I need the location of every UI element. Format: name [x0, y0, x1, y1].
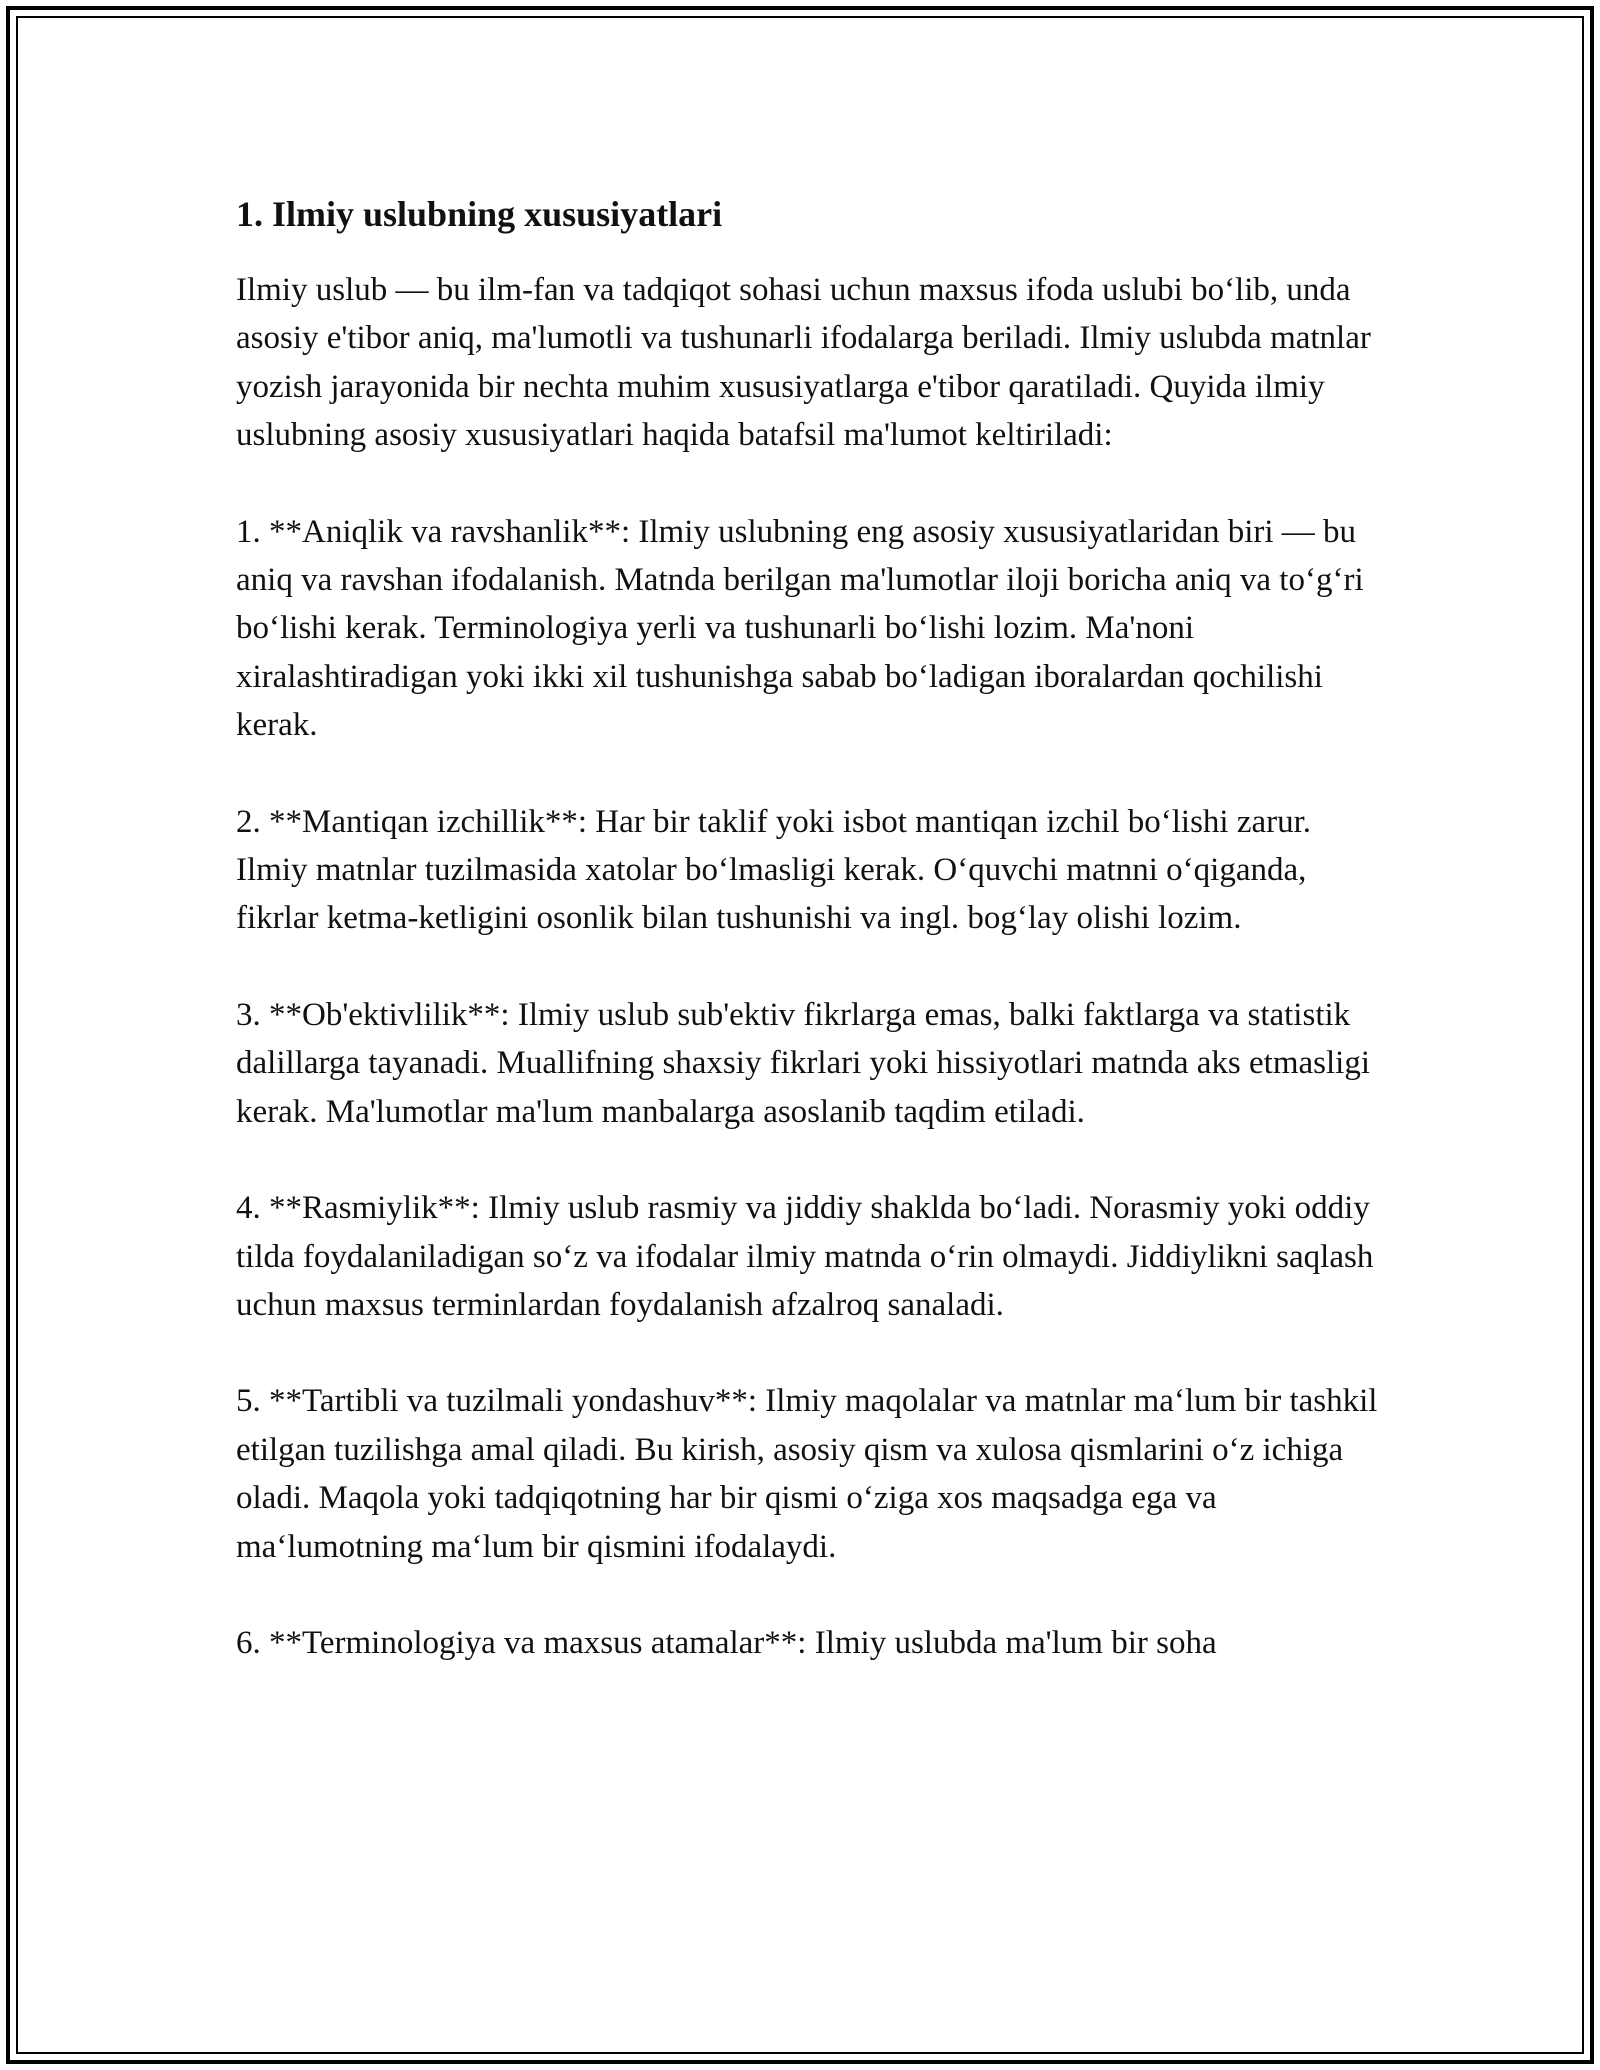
list-item-tartibli-yondashuv: 5. **Tartibli va tuzilmali yondashuv**: Ilmiy maqolalar va matnlar ma‘lum bir tashkil etilgan tuzilishga amal qiladi. Bu kirish, asosiy qism va xulosa qismlarini o‘z ichiga oladi. Maqola yoki tadqiqotning har bir qismi o‘ziga xos maqsadga ega va ma‘lumotning ma‘lum bir qismini ifodalaydi.: [236, 1383, 1378, 1565]
list-item-mantiqan-izchillik: 2. **Mantiqan izchillik**: Har bir taklif yoki isbot mantiqan izchil bo‘lishi zarur. Ilmiy matnlar tuzilmasida xatolar bo‘lmasligi kerak. O‘quvchi matnni o‘qiganda, fikrlar ketma-ketligini osonlik bilan tushunishi va ingl. bog‘lay olishi lozim.: [236, 803, 1312, 937]
document-body: [236, 184, 1386, 1715]
list-item-aniqlik: 1. **Aniqlik va ravshanlik**: Ilmiy uslubning eng asosiy xususiyatlaridan biri — bu aniq va ravshan ifodalanish. Matnda berilgan ma'lumotlar iloji boricha aniq va to‘g‘ri bo‘lishi kerak. Terminologiya yerli va tushunarli bo‘lishi lozim. Ma'noni xiralashtiradigan yoki ikki xil tushunishga sabab bo‘ladigan iboralardan qochilishi kerak.: [236, 513, 1364, 744]
intro-paragraph: Ilmiy uslub — bu ilm-fan va tadqiqot sohasi uchun maxsus ifoda uslubi bo‘lib, unda asosiy e'tibor aniq, ma'lumotli va tushunarli ifodalarga beriladi. Ilmiy uslubda matnlar yozish jarayonida bir nechta muhim xususiyatlarga e'tibor qaratiladi. Quyida ilmiy uslubning asosiy xususiyatlari haqida batafsil ma'lumot keltiriladi:: [236, 272, 1371, 454]
section-heading: 1. Ilmiy uslubning xususiyatlari: [236, 194, 723, 234]
list-item-obektivlilik: 3. **Ob'ektivlilik**: Ilmiy uslub sub'ektiv fikrlarga emas, balki faktlarga va statistik dalillarga tayanadi. Muallifning shaxsiy fikrlari yoki hissiyotlari matnda aks etmasligi kerak. Ma'lumotlar ma'lum manbalarga asoslanib taqdim etiladi.: [236, 996, 1370, 1130]
list-item-terminologiya: 6. **Terminologiya va maxsus atamalar**: Ilmiy uslubda ma'lum bir soha: [236, 1624, 1217, 1661]
list-item-rasmiylik: 4. **Rasmiylik**: Ilmiy uslub rasmiy va jiddiy shaklda bo‘ladi. Norasmiy yoki oddiy tilda foydalaniladigan so‘z va ifodalar ilmiy matnda o‘rin olmaydi. Jiddiylikni saqlash uchun maxsus terminlardan foydalanish afzalroq sanaladi.: [236, 1190, 1374, 1323]
